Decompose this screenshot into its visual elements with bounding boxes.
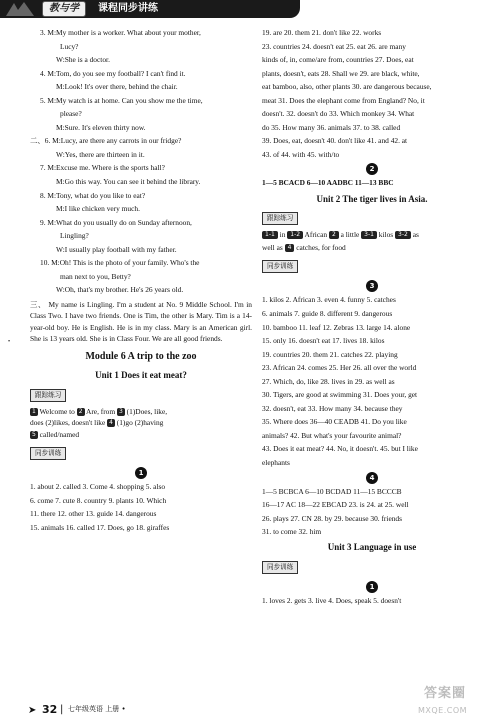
dialog-line: please? xyxy=(60,109,82,119)
dialog-line: 8. M:Tony, what do you like to eat? xyxy=(40,190,146,200)
dialog-line: 10. M:Oh! This is the photo of your family. Who's the xyxy=(40,258,200,268)
answer-tag: 4 xyxy=(285,244,295,252)
answer-line: elephants xyxy=(262,457,290,467)
answer-line: 11. there 12. other 13. guide 14. dangerous xyxy=(30,509,157,519)
answer-line: do 35. How many 36. animals 37. to 38. called xyxy=(262,122,401,132)
answer-list xyxy=(262,487,482,537)
circled-number-text: 1 xyxy=(366,581,378,593)
answer-line: 1. loves 2. gets 3. live 4. Does, speak 5. doesn't xyxy=(262,595,402,605)
dialog-line: Lingling? xyxy=(60,231,89,241)
answer-text: a little xyxy=(338,229,362,239)
page-header xyxy=(0,0,500,22)
margin-dot: • xyxy=(8,339,11,345)
watermark-url: MXQE.COM xyxy=(418,706,468,715)
circled-number xyxy=(262,163,482,175)
answer-text: Welcome to xyxy=(37,406,77,416)
circled-number-text: 2 xyxy=(366,163,378,175)
answer-line: 23. African 24. comes 25. Her 26. all over the world xyxy=(262,363,417,373)
section-label-sync: 同步训练 xyxy=(262,260,298,273)
mc-answers: 1—5 BCACD 6—10 AADBC 11—13 BBC xyxy=(262,178,394,188)
circled-number-text: 4 xyxy=(366,472,378,484)
answer-text: (1)go (2)having xyxy=(114,418,164,428)
dialog-line: W:Yes, there are thirteen in it. xyxy=(56,149,145,159)
answer-text: Are, from xyxy=(84,406,117,416)
answer-tag: 3-1 xyxy=(361,231,377,239)
answer-tag: 1-1 xyxy=(262,231,278,239)
answer-line: 32. doesn't, eat 33. How many 34. because they xyxy=(262,403,403,413)
answer-list xyxy=(30,482,252,532)
answer-line: 16—17 AC 18—22 EBCAD 23. is 24. at 25. well xyxy=(262,500,409,510)
answer-line: 39. Does, eat, doesn't 40. don't like 41. and 42. at xyxy=(262,136,408,146)
answer-line: 35. Where does 36—40 CEADB 41. Do you like xyxy=(262,417,407,427)
answer-tag: 3-2 xyxy=(395,231,411,239)
answer-line: 31. to come 32. him xyxy=(262,527,322,537)
header-decoration-icon xyxy=(4,0,38,18)
answer-text: African xyxy=(303,229,329,239)
dialog-line: 3. M:My mother is a worker. What about your mother, xyxy=(40,28,201,37)
answer-line: doesn't. 32. doesn't do 33. Which monkey 34. What xyxy=(262,109,415,119)
answer-tag: 1-2 xyxy=(287,231,303,239)
circled-number-text: 1 xyxy=(135,467,147,479)
answer-line: animals? 42. But what's your favourite animal? xyxy=(262,430,402,440)
dialog-line: 7. M:Excuse me. Where is the sports hall? xyxy=(40,163,165,173)
dialog-line: W:I usually play football with my father. xyxy=(56,244,177,254)
tracking-answers xyxy=(262,229,482,254)
dialog-line: M:I like chicken very much. xyxy=(56,204,140,214)
header-title: 课程同步讲练 xyxy=(98,3,158,14)
answer-line: 10. bamboo 11. leaf 12. Zebras 13. large 14. alone xyxy=(262,322,411,332)
answer-tag: 5 xyxy=(32,431,36,439)
answer-line: plants, doesn't, eats 28. Shall we 29. are black, white, xyxy=(262,68,420,78)
circled-number xyxy=(30,467,252,479)
section-label-tracking: 跟踪练习 xyxy=(262,212,298,225)
answer-line: 15. animals 16. called 17. Does, go 18. giraffes xyxy=(30,523,170,533)
dialog-line: 9. M:What do you usually do on Sunday afternoon, xyxy=(40,217,192,227)
answer-line: 6. come 7. cute 8. country 9. plants 10. Which xyxy=(30,495,167,505)
unit-title: Unit 2 The tiger lives in Asia. xyxy=(316,193,428,204)
dialog-line: W:She is a doctor. xyxy=(56,55,110,65)
circled-number xyxy=(262,472,482,484)
left-column xyxy=(30,28,252,537)
answer-text: called/named xyxy=(37,430,80,440)
right-column xyxy=(262,28,482,609)
answer-tag: 4 xyxy=(109,419,113,427)
section-label-sync: 同步训练 xyxy=(262,561,298,574)
answer-line: 43. of 44. with 45. with/to xyxy=(262,149,340,159)
dialog-line: man next to you, Betty? xyxy=(60,271,131,281)
answer-text: does (2)likes, doesn't like xyxy=(30,418,108,428)
dialog-line: Lucy? xyxy=(60,41,79,51)
answer-list xyxy=(262,295,482,467)
answer-tag: 1 xyxy=(32,407,36,415)
answer-line: 15. only 16. doesn't eat 17. lives 18. kilos xyxy=(262,336,385,346)
answer-text: (1)Does, like, xyxy=(124,406,168,416)
answer-text: well as xyxy=(262,242,285,252)
answer-text: in xyxy=(277,229,288,239)
passage-text: 三、 My name is Lingling. I'm a student at No. 9 Middle School. I'm in Class Two. I have two friends. One is Tim, the other is Mary. Tim is a 14-year-old boy. He is English. He is in my class. Mary is an American girl. She is 13 years old. She is in Class Four. We are all good friends. xyxy=(30,299,252,344)
answer-tag: 2 xyxy=(78,407,83,415)
answer-line: 1—5 BCBCA 6—10 BCDAD 11—15 BCCCB xyxy=(262,486,402,496)
header-logo: 教与学 xyxy=(42,1,86,17)
dialog-line: W:Oh, that's my brother. He's 26 years old. xyxy=(56,285,184,295)
section-label-tracking: 跟踪练习 xyxy=(30,389,66,402)
answer-line: 1. about 2. called 3. Come 4. shopping 5. also xyxy=(30,482,166,492)
watermark-text: 答案圈 xyxy=(424,686,467,701)
dialog-line: M:Sure. It's eleven thirty now. xyxy=(56,122,146,132)
module-title: Module 6 A trip to the zoo xyxy=(85,350,197,362)
answer-line: 30. Tigers, are good at swimming 31. Does your, get xyxy=(262,390,418,400)
answer-text: as xyxy=(410,229,419,239)
footer-separator: | xyxy=(60,704,64,715)
answer-tag: 2 xyxy=(329,231,339,239)
dialog-line: 二、6. M:Lucy, are there any carrots in our fridge? xyxy=(30,136,182,146)
footer-book-title: 七年级英语 上册 • xyxy=(68,705,126,713)
answer-line: 19. countries 20. them 21. catches 22. playing xyxy=(262,349,398,359)
answer-line: 1. kilos 2. African 3. even 4. funny 5. catches xyxy=(262,295,396,305)
circled-number xyxy=(262,280,482,292)
answer-line: eat bamboo, also, other plants 30. are dangerous because, xyxy=(262,82,432,92)
answer-line: 19. are 20. them 21. don't like 22. works xyxy=(262,28,382,37)
section-label-sync: 同步训练 xyxy=(30,447,66,460)
watermark-logo xyxy=(418,686,496,718)
tracking-answers xyxy=(30,406,252,442)
unit-title: Unit 1 Does it eat meat? xyxy=(95,370,187,381)
answer-text: catches, for food xyxy=(294,242,346,252)
arrow-icon: ➤ xyxy=(28,705,37,716)
answer-text: kilos xyxy=(376,229,396,239)
answer-list xyxy=(262,28,482,159)
answer-line: 43. Does it eat meat? 44. No, it doesn't. 45. but I like xyxy=(262,444,418,454)
answer-line: 27. Which, do, like 28. lives in 29. as well as xyxy=(262,376,395,386)
dialog-line: M:Go this way. You can see it behind the library. xyxy=(56,177,201,187)
circled-number-text: 3 xyxy=(366,280,378,292)
dialog-line: 4. M:Tom, do you see my football? I can't find it. xyxy=(40,68,186,78)
page-number: 32 xyxy=(42,703,58,716)
answer-line: 26. plays 27. CN 28. by 29. because 30. friends xyxy=(262,513,402,523)
answer-line: 23. countries 24. doesn't eat 25. eat 26. are many xyxy=(262,41,406,51)
dialog-line: M:Look! It's over there, behind the chair. xyxy=(56,82,178,92)
dialog-list xyxy=(30,28,252,295)
answer-line: meat 31. Does the elephant come from England? No, it xyxy=(262,95,425,105)
answer-list xyxy=(262,596,482,605)
answer-line: 6. animals 7. guide 8. different 9. dangerous xyxy=(262,308,393,318)
unit-title: Unit 3 Language in use xyxy=(327,542,417,553)
circled-number xyxy=(262,581,482,593)
dialog-line: 5. M:My watch is at home. Can you show me the time, xyxy=(40,95,203,105)
answer-line: kinds of, in, come/are from, countries 27. Does, eat xyxy=(262,55,414,65)
answer-tag: 3 xyxy=(118,407,123,415)
